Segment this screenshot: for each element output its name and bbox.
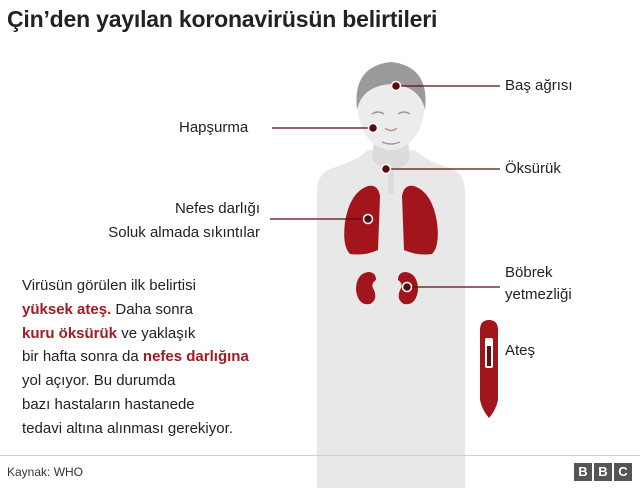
label-breath-1: Nefes darlığı [174, 200, 260, 217]
label-sneezing: Hapşurma [179, 119, 249, 136]
trachea [388, 170, 394, 194]
footer-divider [0, 455, 640, 456]
bbc-logo-letter: B [594, 463, 612, 481]
para-text-7: tedavi altına alınması gerekiyor. [22, 419, 233, 437]
bbc-logo [574, 463, 632, 481]
thermometer-icon [480, 320, 498, 418]
highlight-cough: kuru öksürük [22, 324, 118, 342]
label-kidney-2: yetmezliği [505, 286, 572, 303]
label-cough: Öksürük [505, 160, 561, 177]
highlight-breath: nefes darlığına [142, 348, 249, 366]
label-breath-2: Soluk almada sıkıntılar [108, 224, 260, 241]
page-title: Çin’den yayılan koronavirüsün belirtileri [7, 6, 438, 32]
para-line-1: Virüsün görülen ilk belirtisi [22, 277, 196, 294]
para-text-5: yol açıyor. Bu durumda [22, 372, 176, 390]
highlight-fever: yüksek ateş. [22, 300, 112, 318]
para-text-3: ve yaklaşık [117, 324, 196, 342]
source-text: Kaynak: WHO [7, 465, 84, 479]
label-headache: Baş ağrısı [505, 77, 573, 94]
bbc-logo-letter: B [574, 463, 592, 481]
bbc-logo-letter: C [614, 463, 632, 481]
para-text-6: bazı hastaların hastanede [22, 395, 195, 413]
torso [317, 150, 465, 488]
label-fever: Ateş [505, 342, 536, 359]
para-text-4: bir hafta sonra da [22, 348, 143, 366]
description-paragraph [22, 274, 249, 441]
label-kidney-1: Böbrek [505, 264, 553, 281]
para-text-2: Daha sonra [111, 300, 193, 318]
